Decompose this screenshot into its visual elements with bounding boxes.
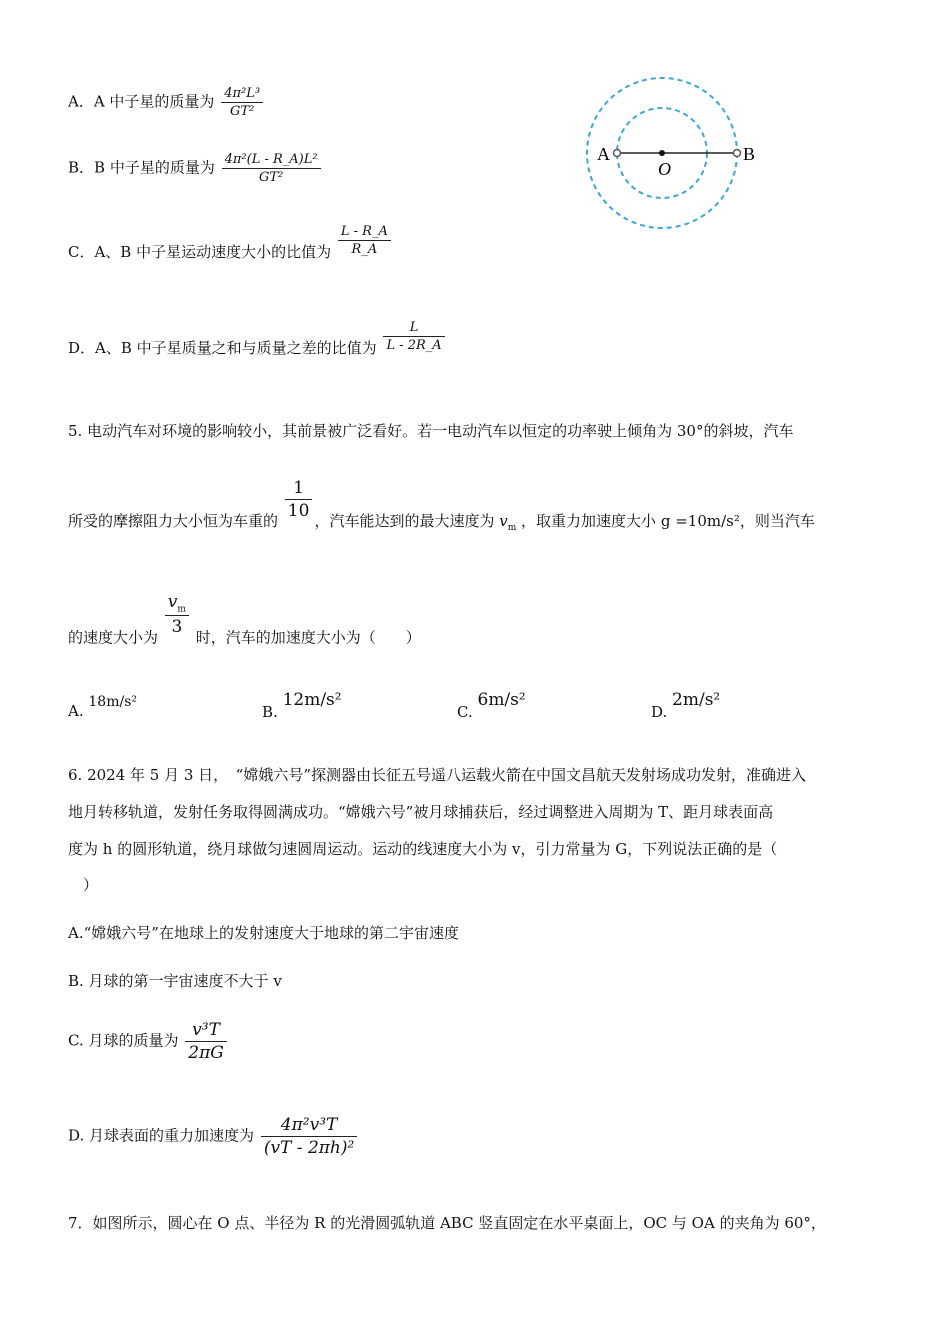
denominator: R_A: [351, 242, 378, 257]
q5-line2: [68, 478, 815, 533]
q4-option-c: [68, 224, 393, 262]
q5-line1: 5. 电动汽车对环境的影响较小，其前景被广泛看好。若一电动汽车以恒定的功率驶上倾角为 30°的斜坡，汽车: [68, 422, 794, 440]
label-a: A: [597, 144, 610, 164]
vm-subscript: m: [507, 523, 517, 533]
fraction: [338, 224, 391, 257]
v-symbol: v: [167, 592, 178, 612]
option-letter: B.: [262, 703, 278, 721]
numerator: 4π²L³: [221, 86, 263, 103]
fraction: [261, 1115, 358, 1158]
option-label: C．A、B 中子星运动速度大小的比值为: [68, 243, 332, 261]
numerator: 1: [285, 478, 313, 500]
option-value: 2m/s²: [672, 690, 721, 710]
option-label: D. 月球表面的重力加速度为: [68, 1126, 255, 1145]
center-o: [659, 150, 665, 156]
q5-option-c: [457, 690, 526, 721]
q6-option-a: A.“嫦娥六号”在地球上的发射速度大于地球的第二宇宙速度: [68, 924, 459, 942]
q5-line3: [68, 592, 421, 647]
denominator: L - 2R_A: [386, 338, 442, 353]
option-label: D．A、B 中子星质量之和与质量之差的比值为: [68, 339, 377, 357]
vm-symbol: v: [499, 512, 508, 530]
numerator: 4π²(L - R_A)L²: [222, 152, 321, 169]
label-b: B: [743, 144, 756, 164]
q4-option-a: [68, 86, 265, 119]
fraction: [222, 152, 321, 185]
fraction: [221, 86, 263, 119]
text: ，则当汽车: [739, 512, 815, 530]
g-value: g =10m/s²: [660, 512, 740, 530]
denominator: 10: [287, 501, 310, 521]
text: 所受的摩擦阻力大小恒为车重的: [68, 512, 279, 530]
star-b: [734, 150, 741, 157]
denominator: 3: [171, 617, 183, 638]
numerator: L: [383, 320, 444, 337]
option-value: 18m/s²: [88, 694, 137, 710]
q4-option-b: [68, 152, 323, 185]
option-label: C. 月球的质量为: [68, 1031, 179, 1050]
text: 时，汽车的加速度大小为（ ）: [195, 628, 421, 647]
star-a: [614, 150, 621, 157]
numerator: v³T: [185, 1020, 227, 1042]
q4-option-d: [68, 320, 447, 358]
numerator: [165, 592, 189, 616]
subscript: m: [177, 604, 186, 615]
q6-line2: 地月转移轨道，发射任务取得圆满成功。“嫦娥六号”被月球捕获后，经过调整进入周期为 T、距月球表面高: [68, 803, 774, 821]
q6-option-c: [68, 1020, 229, 1063]
denominator: GT²: [258, 170, 284, 185]
numerator: 4π²v³T: [261, 1115, 358, 1137]
option-label: A．A 中子星的质量为: [68, 92, 215, 111]
fraction-1-10: [285, 478, 313, 521]
option-letter: A.: [68, 702, 84, 720]
text: 的速度大小为: [68, 628, 159, 647]
q7-line1: 7．如图所示，圆心在 O 点、半径为 R 的光滑圆弧轨道 ABC 竖直固定在水平桌面上，OC 与 OA 的夹角为 60°，: [68, 1214, 826, 1232]
text: ，汽车能达到的最大速度为: [314, 512, 495, 530]
binary-star-diagram: [580, 75, 770, 235]
fraction-vm-3: [165, 592, 189, 637]
option-value: 6m/s²: [477, 690, 526, 710]
numerator: L - R_A: [338, 224, 391, 241]
option-label: B．B 中子星的质量为: [68, 158, 215, 177]
q5-option-d: [651, 690, 720, 721]
q6-option-b: B. 月球的第一宇宙速度不大于 v: [68, 972, 282, 990]
option-value: 12m/s²: [282, 690, 342, 710]
fraction: [383, 320, 444, 353]
text: ，取重力加速度大小: [521, 512, 657, 530]
q6-line4: ）: [68, 876, 99, 894]
denominator: (vT - 2πh)²: [263, 1138, 355, 1158]
denominator: GT²: [230, 104, 255, 119]
option-letter: C.: [457, 703, 473, 721]
denominator: 2πG: [188, 1043, 224, 1063]
option-letter: D.: [651, 703, 668, 721]
q6-line3: 度为 h 的圆形轨道，绕月球做匀速圆周运动。运动的线速度大小为 v，引力常量为 G，下列说法正确的是（: [68, 840, 778, 858]
q6-line1: 6. 2024 年 5 月 3 日， “嫦娥六号”探测器由长征五号遥八运载火箭在中国文昌航天发射场成功发射，准确进入: [68, 766, 807, 784]
label-o: O: [658, 159, 671, 179]
q6-option-d: [68, 1115, 359, 1158]
q5-option-a: [68, 692, 137, 720]
q5-option-b: [262, 690, 342, 721]
fraction: [185, 1020, 227, 1063]
